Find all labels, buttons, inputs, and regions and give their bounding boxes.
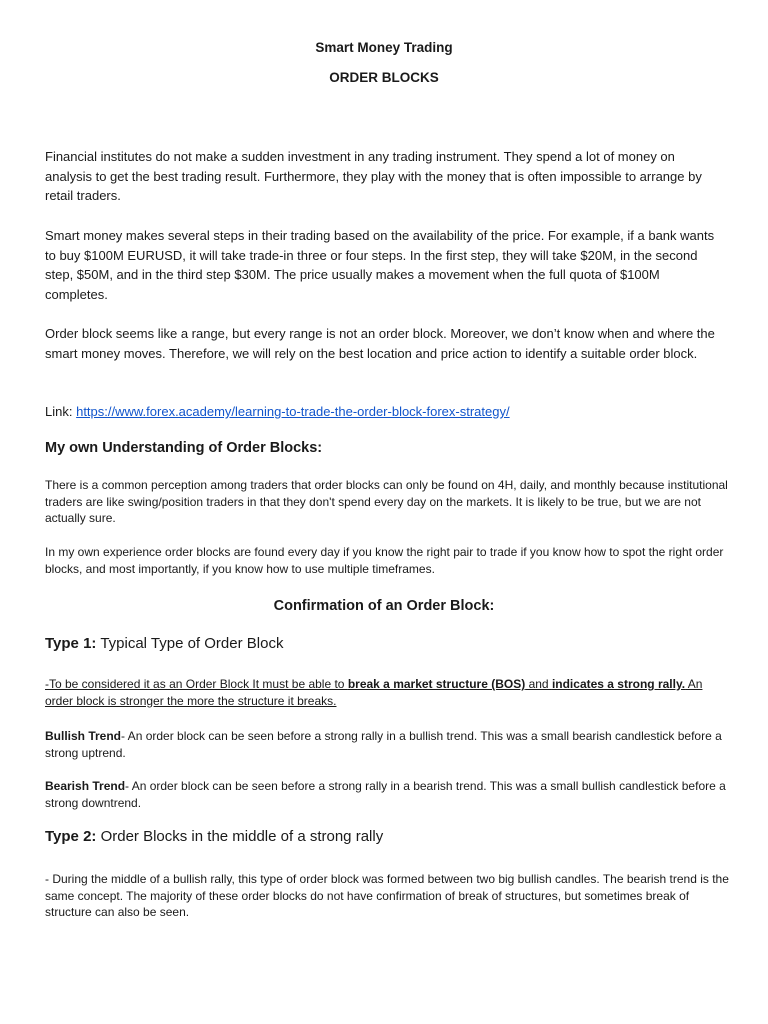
intro-paragraph-3: Order block seems like a range, but every range is not an order block. Moreover, we don’t know when and where the smart money moves. Therefore, we will rely on the best location and price action to identify a suitable order block. xyxy=(45,326,715,361)
bearish-trend-label: Bearish Trend xyxy=(45,779,126,793)
understanding-heading: My own Understanding of Order Blocks: xyxy=(45,440,323,456)
document-title: Smart Money Trading xyxy=(315,40,453,55)
bearish-trend-paragraph xyxy=(45,778,730,811)
type1-rule-suffix: An order block is stronger the more the structure it breaks. xyxy=(45,677,703,708)
type2-heading xyxy=(45,828,383,845)
intro-paragraph-1: Financial institutes do not make a sudden investment in any trading instrument. They spend a lot of money on analysis to get the best trading result. Furthermore, they play with the money that is often impossible to arrange by retail traders. xyxy=(45,149,702,203)
source-link-line xyxy=(45,402,725,422)
bullish-trend-text: - An order block can be seen before a strong rally in a bullish trend. This was a small bearish candlestick before a strong uptrend. xyxy=(45,729,722,760)
document-subtitle: ORDER BLOCKS xyxy=(329,70,439,85)
understanding-paragraph-1: There is a common perception among traders that order blocks can only be found on 4H, daily, and monthly because institutional traders are like swing/position traders in that they don't spend every day on the markets. It is likely to be true, but we are not actually sure. xyxy=(45,478,728,525)
understanding-paragraph-2: In my own experience order blocks are found every day if you know the right pair to trade if you know how to spot the right order blocks, and most importantly, if you know how to use multiple timeframes. xyxy=(45,545,724,576)
source-link[interactable]: https://www.forex.academy/learning-to-trade-the-order-block-forex-strategy/ xyxy=(76,404,510,419)
confirmation-heading: Confirmation of an Order Block: xyxy=(273,598,495,614)
type1-rule xyxy=(45,676,730,709)
intro-paragraph-2: Smart money makes several steps in their trading based on the availability of the price. For example, if a bank wants to buy $100M EURUSD, it will take trade-in three or four steps. In the first step, they will take $20M, in the second step, $50M, and in the third step $30M. The price usually makes a movement when the full quota of $100M completes. xyxy=(45,228,715,302)
link-label: Link: xyxy=(45,404,73,419)
type1-heading xyxy=(45,635,283,652)
bullish-trend-label: Bullish Trend xyxy=(45,729,122,743)
type2-paragraph: - During the middle of a bullish rally, this type of order block was formed between two big bullish candles. The bearish trend is the same concept. The majority of these order blocks do not have confirmation of break of structures, but sometimes break of structure can also be seen. xyxy=(45,872,729,919)
bullish-trend-paragraph xyxy=(45,728,730,761)
type2-title: Order Blocks in the middle of a strong rally xyxy=(100,828,384,845)
bearish-trend-text: - An order block can be seen before a strong rally in a bearish trend. This was a small bullish candlestick before a strong downtrend. xyxy=(45,779,726,810)
type2-label: Type 2: xyxy=(45,828,97,845)
type1-title: Typical Type of Order Block xyxy=(100,635,284,652)
type1-rule-rally: indicates a strong rally. xyxy=(551,677,686,691)
type1-rule-and: and xyxy=(525,677,552,691)
type1-rule-prefix: -To be considered it as an Order Block It must be able to xyxy=(45,677,348,691)
type1-label: Type 1: xyxy=(45,635,97,652)
type1-rule-bos: break a market structure (BOS) xyxy=(347,677,526,691)
